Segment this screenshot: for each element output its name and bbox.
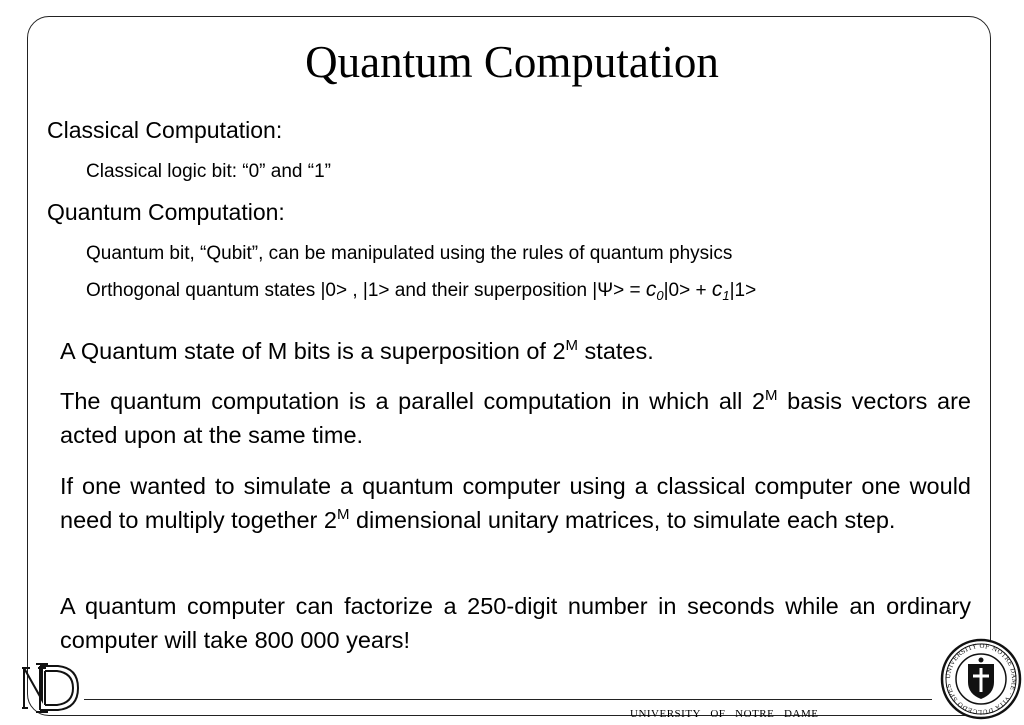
paragraph-3-text: If one wanted to simulate a quantum computer using a classical computer one would need to multiply together 2 [60, 473, 971, 533]
coefficient-c0: c [645, 278, 657, 301]
superposition-mid: |0> + [663, 280, 712, 301]
paragraph-1-tail: states. [578, 338, 654, 364]
paragraph-superposition-states [60, 334, 971, 368]
paragraph-parallel-computation [60, 384, 971, 452]
notre-dame-monogram-icon [18, 660, 84, 716]
bullet-qubit: Quantum bit, “Qubit”, can be manipulated using the rules of quantum physics [86, 243, 733, 264]
superposition-end: |1> [729, 280, 757, 301]
paragraph-3-exponent: M [336, 506, 350, 523]
coefficient-c1-subscript: 1 [722, 288, 730, 303]
bullet-superposition [86, 277, 756, 304]
paragraph-2-exponent: M [765, 387, 778, 404]
seal-text: UNIVERSITY OF NOTRE DAME · VITA DULCEDO SPES [944, 642, 1018, 716]
footer-university-name: UNIVERSITY OF NOTRE DAME [630, 708, 819, 720]
paragraph-3-tail: dimensional unitary matrices, to simulate each step. [349, 507, 896, 533]
paragraph-simulation [60, 469, 971, 537]
university-seal-icon [940, 638, 1022, 720]
paragraph-2-tail: basis vectors are acted upon at the same time. [60, 388, 972, 448]
coefficient-c0-subscript: 0 [656, 288, 664, 303]
footer-divider [84, 699, 932, 700]
coefficient-c1: c [711, 278, 723, 301]
section-heading-classical: Classical Computation: [47, 117, 283, 143]
slide-title: Quantum Computation [305, 37, 719, 87]
bullet-classical-bit: Classical logic bit: “0” and “1” [86, 161, 331, 182]
paragraph-1-exponent: M [565, 337, 579, 354]
paragraph-factorization: A quantum computer can factorize a 250-digit number in seconds while an ordinary computer will take 800 000 years! [60, 593, 971, 653]
superposition-text: Orthogonal quantum states |0> , |1> and their superposition |Ψ> = [86, 280, 646, 301]
paragraph-1-text: A Quantum state of M bits is a superposition of 2 [60, 338, 566, 364]
section-heading-quantum: Quantum Computation: [47, 199, 285, 225]
paragraph-2-text: The quantum computation is a parallel computation in which all 2 [60, 388, 766, 414]
